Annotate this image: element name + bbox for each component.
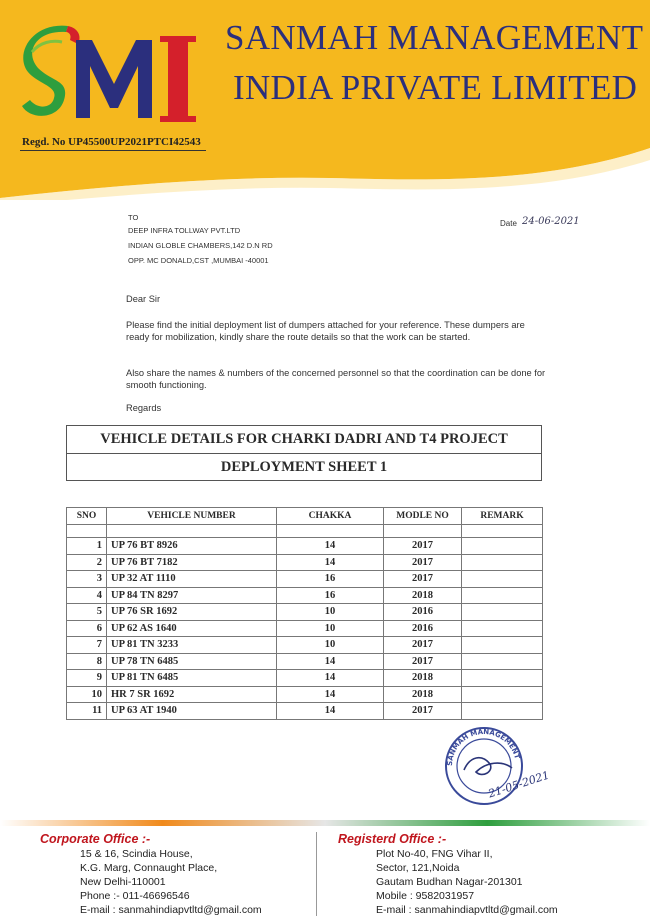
corporate-address-line-3: New Delhi-110001 bbox=[80, 876, 166, 888]
cell-remark bbox=[462, 637, 543, 654]
table-row bbox=[67, 554, 543, 571]
cell-chakka: 16 bbox=[277, 587, 384, 604]
header-model-no: MODLE NO bbox=[384, 508, 462, 525]
cell-model-no: 2017 bbox=[384, 571, 462, 588]
cell-remark bbox=[462, 670, 543, 687]
cell-sno: 1 bbox=[67, 538, 107, 555]
address-line-2: INDIAN GLOBLE CHAMBERS,142 D.N RD bbox=[128, 241, 273, 250]
cell-sno: 5 bbox=[67, 604, 107, 621]
cell-sno: 8 bbox=[67, 653, 107, 670]
paragraph-2: Also share the names & numbers of the concerned personnel so that the coordination can be done for smooth functioning. bbox=[126, 368, 546, 390]
cell-chakka: 14 bbox=[277, 670, 384, 687]
cell-vehicle-number: UP 84 TN 8297 bbox=[107, 587, 277, 604]
cell-sno: 4 bbox=[67, 587, 107, 604]
address-line-1: DEEP INFRA TOLLWAY PVT.LTD bbox=[128, 226, 241, 235]
date-label: Date bbox=[500, 219, 517, 228]
cell-vehicle-number: UP 81 TN 6485 bbox=[107, 670, 277, 687]
cell-model-no: 2017 bbox=[384, 554, 462, 571]
registered-address-line-1: Plot No-40, FNG Vihar II, bbox=[376, 848, 493, 860]
company-stamp bbox=[442, 722, 572, 812]
cell-vehicle-number: UP 81 TN 3233 bbox=[107, 637, 277, 654]
corporate-phone: Phone :- 011-46696546 bbox=[80, 890, 190, 902]
to-label: TO bbox=[128, 213, 139, 222]
corporate-address-line-2: K.G. Marg, Connaught Place, bbox=[80, 862, 218, 874]
header-vehicle-number: VEHICLE NUMBER bbox=[107, 508, 277, 525]
cell-chakka: 14 bbox=[277, 703, 384, 720]
cell-sno: 3 bbox=[67, 571, 107, 588]
cell-sno: 7 bbox=[67, 637, 107, 654]
registered-email-link[interactable]: sanmahindiapvtltd@gmail.com bbox=[414, 904, 558, 916]
cell-model-no: 2017 bbox=[384, 653, 462, 670]
cell-chakka: 10 bbox=[277, 604, 384, 621]
cell-sno: 9 bbox=[67, 670, 107, 687]
cell-remark bbox=[462, 554, 543, 571]
cell-remark bbox=[462, 604, 543, 621]
cell-remark bbox=[462, 571, 543, 588]
vehicle-table bbox=[66, 507, 543, 720]
cell-chakka: 16 bbox=[277, 571, 384, 588]
cell-chakka: 14 bbox=[277, 554, 384, 571]
table-row bbox=[67, 670, 543, 687]
cell-model-no: 2018 bbox=[384, 686, 462, 703]
table-row bbox=[67, 538, 543, 555]
cell-sno: 6 bbox=[67, 620, 107, 637]
table-row bbox=[67, 604, 543, 621]
salutation: Dear Sir bbox=[126, 294, 161, 304]
corporate-email-link[interactable]: sanmahindiapvtltd@gmail.com bbox=[118, 904, 262, 916]
registered-mobile: Mobile : 9582031957 bbox=[376, 890, 475, 902]
cell-chakka: 10 bbox=[277, 620, 384, 637]
cell-vehicle-number: UP 76 BT 7182 bbox=[107, 554, 277, 571]
cell-remark bbox=[462, 587, 543, 604]
registered-address-line-2: Sector, 121,Noida bbox=[376, 862, 460, 874]
sheet-title: VEHICLE DETAILS FOR CHARKI DADRI AND T4 PROJECT bbox=[100, 431, 508, 447]
corporate-email-label: E-mail : bbox=[80, 904, 119, 916]
table-row bbox=[67, 587, 543, 604]
table-row bbox=[67, 703, 543, 720]
cell-vehicle-number: HR 7 SR 1692 bbox=[107, 686, 277, 703]
cell-model-no: 2018 bbox=[384, 670, 462, 687]
cell-remark bbox=[462, 686, 543, 703]
cell-remark bbox=[462, 703, 543, 720]
sheet-title-box bbox=[66, 425, 542, 481]
corporate-address-line-1: 15 & 16, Scindia House, bbox=[80, 848, 193, 860]
cell-model-no: 2017 bbox=[384, 637, 462, 654]
cell-sno: 11 bbox=[67, 703, 107, 720]
header-remark: REMARK bbox=[462, 508, 543, 525]
cell-vehicle-number: UP 62 AS 1640 bbox=[107, 620, 277, 637]
sheet-subtitle: DEPLOYMENT SHEET 1 bbox=[220, 459, 388, 475]
cell-vehicle-number: UP 76 SR 1692 bbox=[107, 604, 277, 621]
cell-sno: 10 bbox=[67, 686, 107, 703]
address-line-3: OPP. MC DONALD,CST ,MUMBAI -40001 bbox=[128, 256, 269, 265]
registered-address-line-3: Gautam Budhan Nagar-201301 bbox=[376, 876, 523, 888]
table-row bbox=[67, 686, 543, 703]
stamp-date: 21-05-2021 bbox=[486, 768, 551, 801]
header-chakka: CHAKKA bbox=[277, 508, 384, 525]
paragraph-1: Please find the initial deployment list of dumpers attached for your reference. These dumpers are ready for mobilization, kindly share the route details so that the work can be started. bbox=[126, 320, 525, 342]
registered-office-title: Registerd Office :- bbox=[338, 832, 447, 846]
date-value: 24-06-2021 bbox=[522, 216, 580, 227]
cell-remark bbox=[462, 620, 543, 637]
cell-model-no: 2018 bbox=[384, 587, 462, 604]
corporate-office-title: Corporate Office :- bbox=[40, 832, 151, 846]
corporate-email-row bbox=[80, 904, 262, 916]
cell-remark bbox=[462, 653, 543, 670]
cell-model-no: 2017 bbox=[384, 538, 462, 555]
smi-logo bbox=[18, 22, 208, 132]
table-header-row bbox=[67, 508, 543, 525]
table-row bbox=[67, 637, 543, 654]
cell-chakka: 14 bbox=[277, 686, 384, 703]
cell-vehicle-number: UP 32 AT 1110 bbox=[107, 571, 277, 588]
cell-model-no: 2016 bbox=[384, 604, 462, 621]
header-sno: SNO bbox=[67, 508, 107, 525]
cell-sno: 2 bbox=[67, 554, 107, 571]
title-divider bbox=[67, 453, 541, 454]
cell-vehicle-number: UP 76 BT 8926 bbox=[107, 538, 277, 555]
cell-remark bbox=[462, 538, 543, 555]
cell-model-no: 2016 bbox=[384, 620, 462, 637]
company-name-line-2: INDIA PRIVATE LIMITED bbox=[233, 68, 638, 107]
cell-vehicle-number: UP 63 AT 1940 bbox=[107, 703, 277, 720]
registration-number: Regd. No UP45500UP2021PTCI42543 bbox=[22, 136, 201, 148]
cell-chakka: 14 bbox=[277, 653, 384, 670]
closing: Regards bbox=[126, 403, 162, 413]
footer-divider bbox=[316, 832, 317, 916]
cell-chakka: 14 bbox=[277, 538, 384, 555]
cell-chakka: 10 bbox=[277, 637, 384, 654]
table-spacer-row bbox=[67, 525, 543, 538]
cell-model-no: 2017 bbox=[384, 703, 462, 720]
table-row bbox=[67, 653, 543, 670]
footer-tricolor-bar bbox=[0, 820, 650, 826]
company-name-line-1: SANMAH MANAGEMENT bbox=[225, 18, 644, 57]
stamp-text: SANMAH MANAGEMENT bbox=[445, 727, 522, 767]
registration-underline bbox=[20, 150, 206, 151]
registered-email-label: E-mail : bbox=[376, 904, 415, 916]
table-row bbox=[67, 620, 543, 637]
cell-vehicle-number: UP 78 TN 6485 bbox=[107, 653, 277, 670]
registered-email-row bbox=[376, 904, 558, 916]
table-row bbox=[67, 571, 543, 588]
